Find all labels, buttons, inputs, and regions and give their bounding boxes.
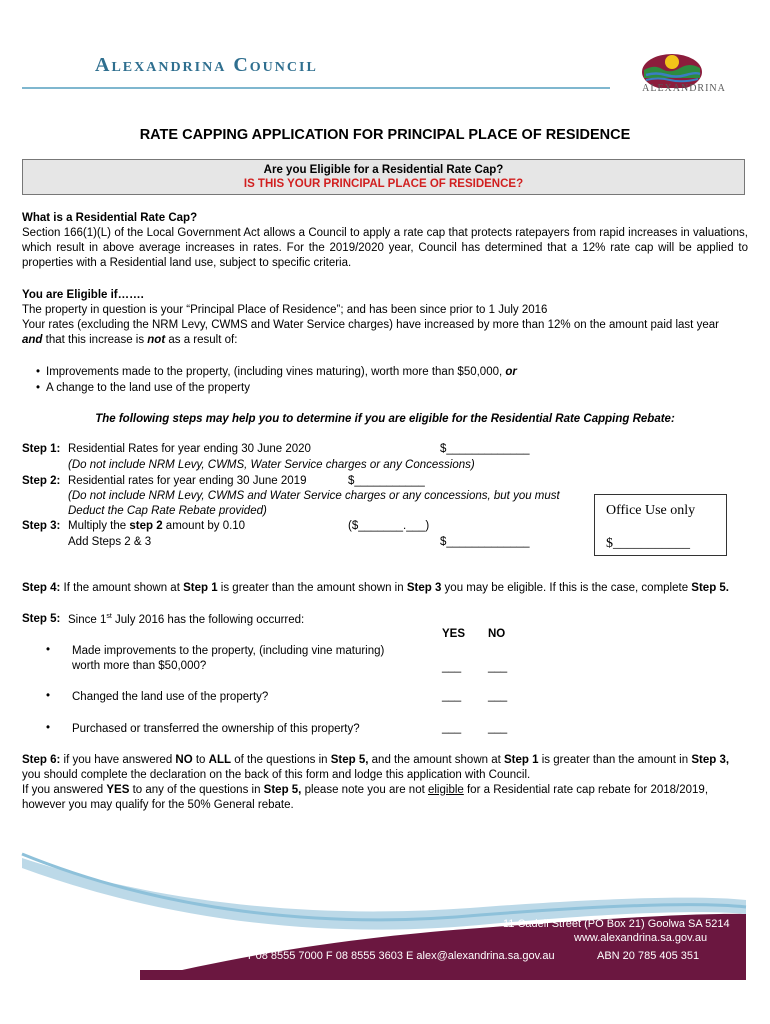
step-6-line-1: Step 6: if you have answered NO to ALL of the questions in Step 5, and the amount shown at Step 1 is greater than the amount in Step 3, — [22, 754, 730, 766]
question-1-yes[interactable]: ___ — [442, 661, 462, 673]
step-6-line-2: you should complete the declaration on the back of this form and lodge this application with Council. — [22, 769, 531, 781]
logo-text: ALEXANDRINA — [642, 83, 726, 94]
council-name: Alexandrina Council — [95, 54, 318, 76]
question-1-no[interactable]: ___ — [488, 661, 508, 673]
step-3-blank[interactable]: ($_______.___) — [348, 520, 430, 532]
office-use-box — [594, 494, 727, 556]
footer-contact: T 08 8555 7000 F 08 8555 3603 E alex@alexandrina.sa.gov.au — [246, 950, 555, 962]
step-5-label: Step 5: — [22, 613, 61, 625]
step-1-label: Step 1: — [22, 443, 61, 455]
question-2-bullet: • — [46, 690, 51, 702]
footer-website[interactable]: www.alexandrina.sa.gov.au — [574, 932, 708, 944]
step-3-add-blank[interactable]: $_____________ — [440, 536, 530, 548]
what-is-heading: What is a Residential Rate Cap? — [22, 212, 198, 224]
eligible-heading: You are Eligible if……. — [22, 289, 144, 301]
eligibility-warning: IS THIS YOUR PRINCIPAL PLACE OF RESIDENCE? — [243, 178, 524, 190]
footer-address: 11 Cadell Street (PO Box 21) Goolwa SA 5214 — [503, 918, 730, 930]
steps-intro: The following steps may help you to determine if you are eligible for the Residential Rate Capping Rebate: — [95, 413, 675, 425]
question-3-bullet: • — [46, 722, 51, 734]
step-1-note: (Do not include NRM Levy, CWMS, Water Service charges or any Concessions) — [68, 459, 475, 471]
office-use-blank: $___________ — [606, 536, 690, 551]
council-logo-icon — [640, 44, 704, 88]
no-column-header: NO — [488, 628, 506, 640]
eligible-bullet-1: • Improvements made to the property, (including vines maturing), worth more than $50,000, or — [46, 366, 517, 378]
step-2-note-2: Deduct the Cap Rate Rebate provided) — [68, 505, 267, 517]
question-2-yes[interactable]: ___ — [442, 690, 462, 702]
office-use-title: Office Use only — [606, 503, 696, 518]
step-6-line-4: however you may qualify for the 50% General rebate. — [22, 799, 294, 811]
question-3-yes[interactable]: ___ — [442, 722, 462, 734]
question-2-no[interactable]: ___ — [488, 690, 508, 702]
step-4: Step 4: If the amount shown at Step 1 is greater than the amount shown in Step 3 you may be eligible. If this is the case, complete Step 5. — [22, 582, 730, 594]
question-1: Made improvements to the property, (including vine maturing) worth more than $50,000? — [72, 645, 385, 672]
step-1-text: Residential Rates for year ending 30 June 2020 — [68, 443, 311, 455]
question-3: Purchased or transferred the ownership of this property? — [72, 723, 360, 735]
page-title: RATE CAPPING APPLICATION FOR PRINCIPAL PLACE OF RESIDENCE — [139, 127, 631, 143]
header-divider — [22, 87, 610, 89]
step-6-line-3: If you answered YES to any of the questions in Step 5, please note you are not eligible for a Residential rate cap rebate for 2018/2019, — [22, 784, 709, 796]
what-is-body: Section 166(1)(L) of the Local Government Act allows a Council to apply a rate cap that protects ratepayers from rapid increases in valuations, which result in above average increases in rates. For the 2019/2020 year, Council has determined that a 12% rate cap will be applied to properties with a Residential land use, subject to specific criteria. — [22, 227, 748, 269]
eligibility-box — [22, 159, 745, 195]
eligible-line-3: and that this increase is not as a result of: — [22, 334, 238, 346]
step-2-blank[interactable]: $___________ — [348, 475, 425, 487]
step-3-text: Multiply the step 2 amount by 0.10 — [68, 520, 246, 532]
step-2-label: Step 2: — [22, 475, 61, 487]
question-2: Changed the land use of the property? — [72, 691, 269, 703]
footer-abn: ABN 20 785 405 351 — [597, 950, 700, 962]
eligible-line-2: Your rates (excluding the NRM Levy, CWMS and Water Service charges) have increased by more than 12% on the amount paid last year — [22, 319, 719, 331]
step-3-label: Step 3: — [22, 520, 61, 532]
eligible-bullet-2: • A change to the land use of the property — [46, 382, 250, 394]
step-2-note-1: (Do not include NRM Levy, CWMS and Water Service charges or any concessions, but you must — [68, 490, 560, 502]
question-3-no[interactable]: ___ — [488, 722, 508, 734]
question-1-bullet: • — [46, 644, 51, 656]
step-2-text: Residential rates for year ending 30 June 2019 — [68, 475, 307, 487]
eligible-line-1: The property in question is your “Principal Place of Residence”; and has been since prior to 1 July 2016 — [22, 304, 548, 316]
yes-column-header: YES — [442, 628, 466, 640]
step-6 — [22, 753, 748, 813]
step-3-add: Add Steps 2 & 3 — [68, 536, 152, 548]
step-1-blank[interactable]: $_____________ — [440, 443, 530, 455]
eligibility-question: Are you Eligible for a Residential Rate Cap? — [263, 164, 504, 176]
step-5-text: Since 1st July 2016 has the following occurred: — [68, 613, 305, 626]
